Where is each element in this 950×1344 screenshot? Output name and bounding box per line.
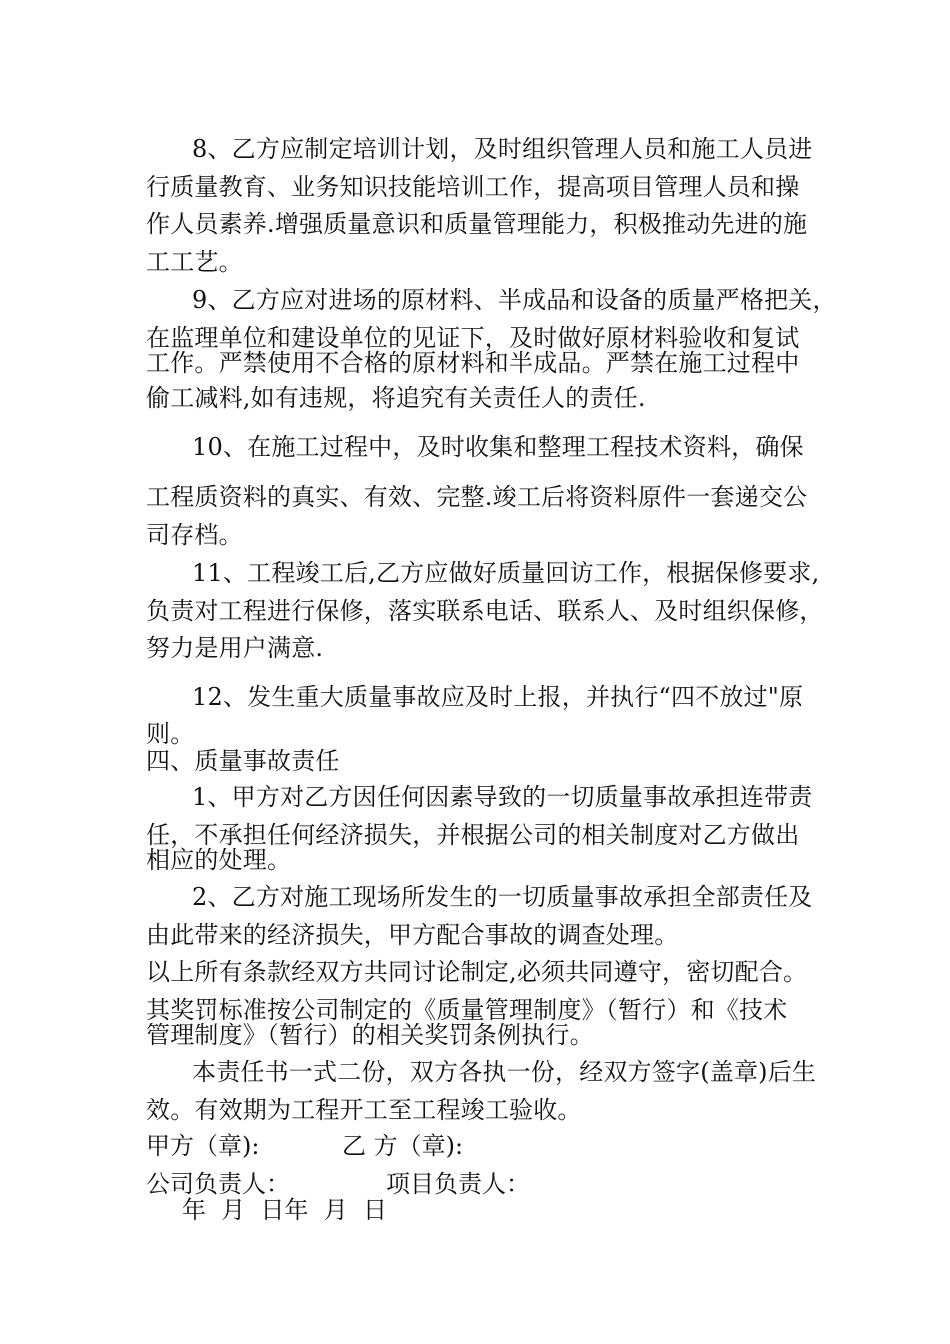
closing-line-2: 其奖罚标准按公司制定的《质量管理制度》（暂行）和《技术 xyxy=(146,996,788,1024)
clause-12-line-2: 则。 xyxy=(146,720,195,748)
closing-line-3: 管理制度》（暂行）的相关奖罚条例执行。 xyxy=(146,1021,594,1049)
liability-1-line-1: 1、甲方对乙方因任何因素导致的一切质量事故承担连带责 xyxy=(192,783,813,811)
closing-line-1: 以上所有条款经双方共同讨论制定,必须共同遵守，密切配合。 xyxy=(146,958,808,986)
liability-1-line-2: 任，不承担任何经济损失，并根据公司的相关制度对乙方做出 xyxy=(146,821,800,849)
clause-10-line-3: 司存档。 xyxy=(146,521,243,549)
clause-9-line-1: 9、乙方应对进场的原材料、半成品和设备的质量严格把关， xyxy=(192,286,837,314)
clause-11-line-3: 努力是用户满意. xyxy=(146,634,324,662)
party-b-seal-label: 乙 方（章): xyxy=(342,1132,464,1160)
liability-1-line-3: 相应的处理。 xyxy=(146,846,292,874)
section-heading: 四、质量事故责任 xyxy=(146,747,340,775)
liability-2-line-2: 由此带来的经济损失，甲方配合事故的调查处理。 xyxy=(146,921,679,949)
clause-10-line-2: 工程质资料的真实、有效、完整.竣工后将资料原件一套递交公 xyxy=(146,483,808,511)
clause-9-line-3: 工作。严禁使用不合格的原材料和半成品。严禁在施工过程中 xyxy=(146,349,800,377)
clause-8-line-1: 8、乙方应制定培训计划，及时组织管理人员和施工人员进 xyxy=(192,135,813,163)
clause-8-line-2: 行质量教育、业务知识技能培训工作，提高项目管理人员和操 xyxy=(146,173,800,201)
date-line: 年 月 日年 月 日 xyxy=(182,1196,388,1224)
clause-10-line-1: 10、在施工过程中，及时收集和整理工程技术资料，确保 xyxy=(192,433,804,461)
clause-11-line-2: 负责对工程进行保修，落实联系电话、联系人、及时组织保修， xyxy=(146,597,824,625)
project-lead-label: 项目负责人： xyxy=(386,1170,530,1198)
liability-2-line-1: 2、乙方对施工现场所发生的一切质量事故承担全部责任及 xyxy=(192,883,813,911)
validity-line-1: 本责任书一式二份，双方各执一份，经双方签字(盖章)后生 xyxy=(192,1058,817,1086)
clause-8-line-4: 工工艺。 xyxy=(146,248,243,276)
clause-9-line-4: 偷工减料,如有违规，将追究有关责任人的责任. xyxy=(146,384,646,412)
clause-11-line-1: 11、工程竣工后,乙方应做好质量回访工作，根据保修要求, xyxy=(192,559,820,587)
clause-8-line-3: 作人员素养.增强质量意识和质量管理能力，积极推动先进的施 xyxy=(146,210,808,238)
clause-9-line-2: 在监理单位和建设单位的见证下，及时做好原材料验收和复试 xyxy=(146,324,800,352)
clause-12-line-1: 12、发生重大质量事故应及时上报，并执行“四不放过"原 xyxy=(192,683,804,711)
company-lead-label: 公司负责人： xyxy=(146,1170,290,1198)
party-a-seal-label: 甲方（章): xyxy=(146,1132,260,1160)
validity-line-2: 效。有效期为工程开工至工程竣工验收。 xyxy=(146,1096,582,1124)
